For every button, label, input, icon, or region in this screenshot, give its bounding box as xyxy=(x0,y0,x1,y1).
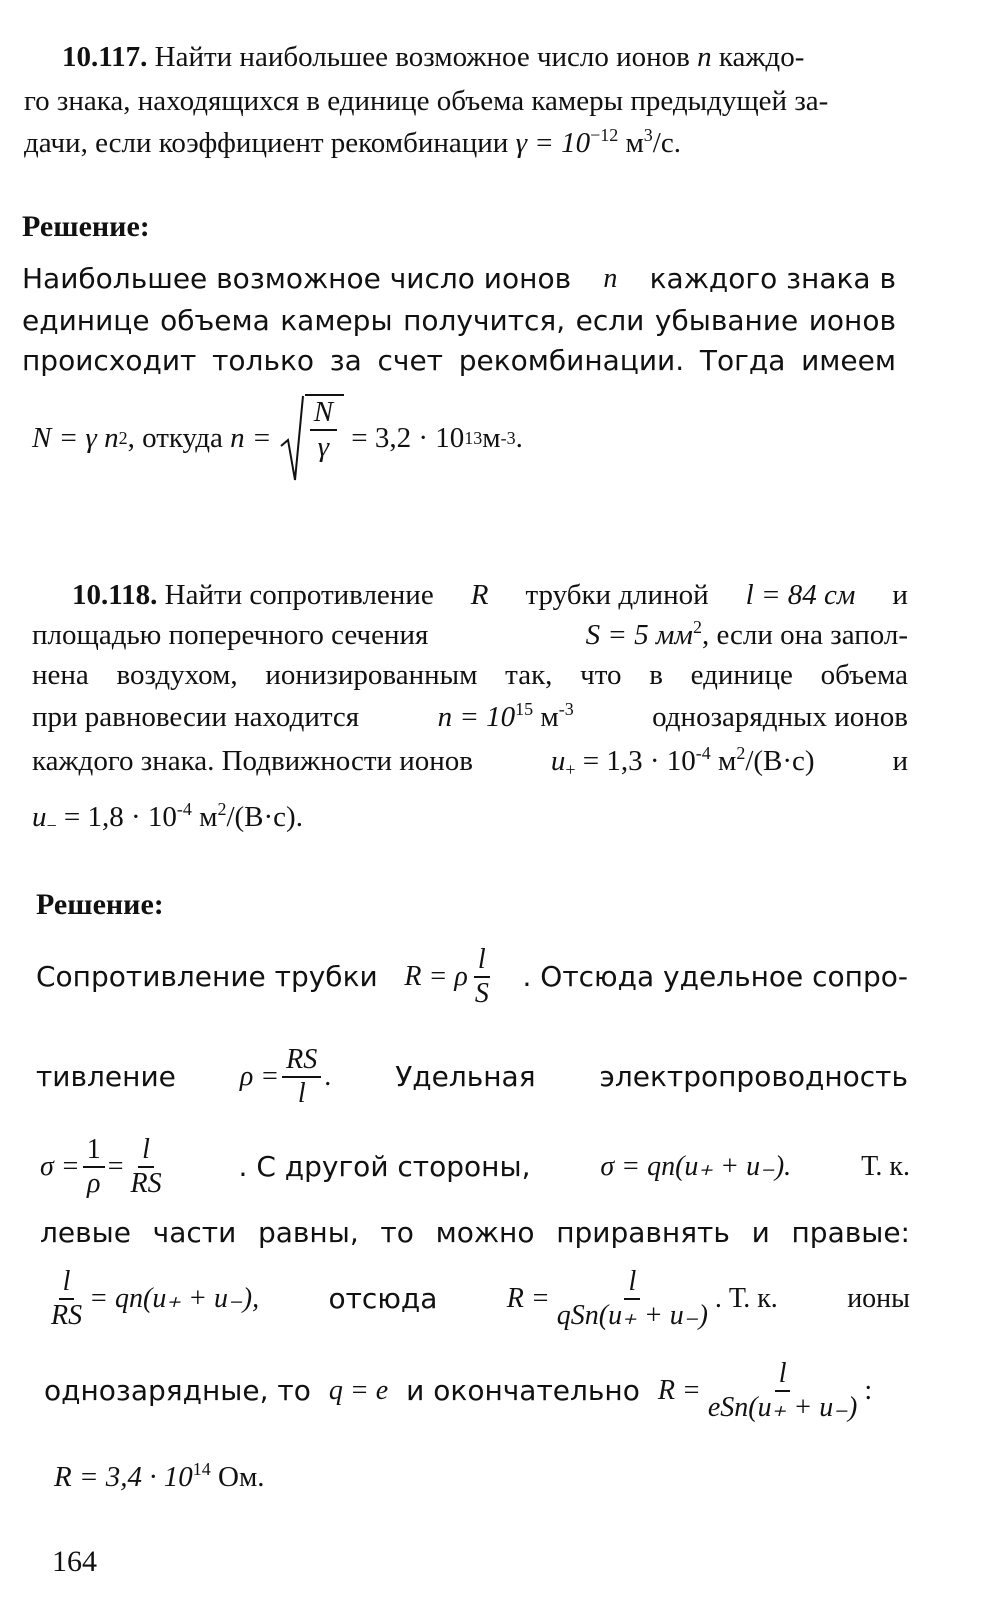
fraction: $\frac{l}{RS}$ xyxy=(51,1266,83,1331)
problem-10-118-line-2: площадью поперечного сечения S = 5 $мм^2$, если она запол- xyxy=(32,616,908,651)
radical-sign-icon xyxy=(279,394,305,482)
fraction: $\frac{l}{\text{qSn(u₊ + u₋)}}$ xyxy=(556,1266,708,1331)
problem-10-118-line-1: 10.118. Найти сопротивление R трубки длиной l = 84 см и xyxy=(72,579,908,611)
solution-118-row-5: $\frac{l}{RS}$ = qn(u₊ + u₋), отсюда R = $\frac{l}{\text{qSn(u₊ + u₋)}}$ . Т. к. ионы xyxy=(44,1256,910,1342)
solution-117-line-2: единице объема камеры получится, если убывание ионов xyxy=(22,304,896,337)
problem-10-118-line-6: $u_- = 1,8 \cdot 10^{-4}$ $м^2/(В\cdot с)$. xyxy=(32,798,303,836)
fraction: $\frac{RS}{l}$ xyxy=(282,1046,321,1108)
solution-heading: Решение: xyxy=(22,210,150,243)
problem-10-117-line-2: го знака, находящихся в единице объема камеры предыдущей за- xyxy=(24,85,829,117)
problem-10-118-line-4: при равновесии находится $n = 10^{15}$ $м^{-3}$ однозарядных ионов xyxy=(32,698,908,733)
solution-118-row-4: левые части равны, то можно приравнять и правые: xyxy=(40,1216,910,1249)
solution-118-row-1: Сопротивление трубки R = ρ $\frac{l}{S}$ . Отсюда удельное сопро- xyxy=(36,944,908,1009)
problem-number: 10.117. xyxy=(62,41,148,73)
solution-118-row-2: тивление ρ = $\frac{RS}{l}$ . Удельная электропроводность xyxy=(36,1044,908,1109)
final-answer: $R = 3,4 \cdot 10^{14}$ Ом. xyxy=(54,1458,265,1493)
solution-heading: Решение: xyxy=(36,888,164,921)
page-number: 164 xyxy=(52,1545,97,1578)
solution-117-line-1: Наибольшее возможное число ионов n каждого знака в xyxy=(22,262,896,295)
fraction: $\frac{1}{\rho}$ xyxy=(83,1136,105,1198)
problem-10-117-line-3: дачи, если коэффициент рекомбинации $\gamma = 10^{-12}$ $м^3/с$. xyxy=(24,124,681,159)
problem-10-117-line-1: 10.117. Найти наибольшее возможное число ионов n каждо- xyxy=(62,41,805,73)
problem-number: 10.118. xyxy=(72,579,158,611)
problem-10-118-line-3: нена воздухом, ионизированным так, что в единице объема xyxy=(32,659,908,691)
fraction: $\frac{l}{S}$ xyxy=(474,944,489,1009)
solution-118-row-6: однозарядные, то q = e и окончательно R = $\frac{l}{\text{eSn(u₊ + u₋)}}$ : xyxy=(44,1358,873,1423)
square-root xyxy=(279,394,344,482)
fraction: $\frac{l}{\text{eSn(u₊ + u₋)}}$ xyxy=(707,1358,858,1423)
solution-117-line-3: происходит только за счет рекомбинации. Тогда имеем xyxy=(22,344,896,377)
problem-10-118-line-5: каждого знака. Подвижности ионов $u_+ = 1,3 \cdot 10^{-4}$ $м^2/(В\cdot с)$ и xyxy=(32,742,908,780)
fraction: $\frac{N}{\gamma}$ xyxy=(310,398,337,462)
solution-118-row-3: σ = $\frac{1}{\rho}$ = $\frac{l}{RS}$ . С другой стороны, σ = qn(u₊ + u₋). Т. к. xyxy=(40,1134,910,1199)
fraction: $\frac{l}{RS}$ xyxy=(130,1134,162,1199)
formula-n-result: N = γ n 2 , откуда n = $\frac{N}{\gamma}$ = 3,2 · 10 13 м -3 . xyxy=(32,398,523,478)
